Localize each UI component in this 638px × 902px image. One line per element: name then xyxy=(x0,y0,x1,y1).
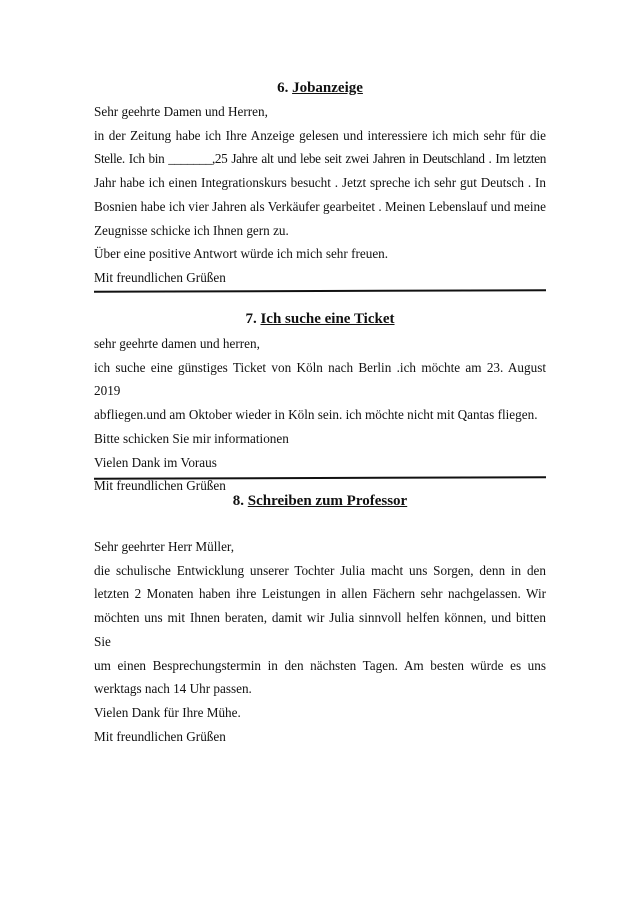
section-6-title: Jobanzeige xyxy=(292,80,363,96)
body-line: um einen Besprechungstermin in den nächsten Tagen. Am besten würde es uns xyxy=(94,657,546,673)
body-line: möchten uns mit Ihnen beraten, damit wir Julia sinnvoll helfen können, und bitten Sie xyxy=(94,610,546,649)
body-line: abfliegen.und am Oktober wieder in Köln sein. ich möchte nicht mit Qantas fliegen. xyxy=(94,407,538,423)
section-7-body xyxy=(94,332,546,498)
body-line: werktags nach 14 Uhr passen. xyxy=(94,681,252,697)
salutation: sehr geehrte damen und herren, xyxy=(94,336,260,351)
section-7-number: 7. xyxy=(245,311,257,327)
body-line: Zeugnisse schicke ich Ihnen gern zu. xyxy=(94,222,289,238)
body-line: Vielen Dank für Ihre Mühe. xyxy=(94,704,241,720)
body-line: Bosnien habe ich vier Jahren als Verkäufer gearbeitet . Meinen Lebenslauf und meine xyxy=(94,198,546,214)
body-line: die schulische Entwicklung unserer Tochter Julia macht uns Sorgen, denn in den xyxy=(94,562,546,578)
body-line: Vielen Dank im Voraus xyxy=(94,454,217,470)
closing: Mit freundlichen Grüßen xyxy=(94,478,226,494)
section-divider xyxy=(94,289,546,293)
body-line: Bitte schicken Sie mir informationen xyxy=(94,430,289,446)
section-7-title: Ich suche eine Ticket xyxy=(260,311,395,327)
closing: Mit freundlichen Grüßen xyxy=(94,269,226,285)
section-6-heading xyxy=(94,78,546,98)
section-6-number: 6. xyxy=(277,80,289,96)
section-8-heading xyxy=(94,491,546,511)
body-line: letzten 2 Monaten haben ihre Leistungen in allen Fächern sehr nachgelassen. Wir xyxy=(94,586,546,602)
body-line: Über eine positive Antwort würde ich mich sehr freuen. xyxy=(94,246,389,262)
body-line: Jahr habe ich einen Integrationskurs besucht . Jetzt spreche ich sehr gut Deutsch . In xyxy=(94,175,546,191)
section-7-heading xyxy=(94,309,546,329)
section-8-body xyxy=(94,535,546,748)
salutation: Sehr geehrte Damen und Herren, xyxy=(94,104,268,119)
salutation: Sehr geehrter Herr Müller, xyxy=(94,539,235,554)
section-8-title: Schreiben zum Professor xyxy=(247,493,408,509)
section-6-body xyxy=(94,100,546,290)
body-line: ich suche eine günstiges Ticket von Köln nach Berlin .ich möchte am 23. August 2019 xyxy=(94,359,546,399)
body-line: Stelle. Ich bin _______,25 Jahre alt und lebe seit zwei Jahren in Deutschland . Im letzten xyxy=(94,151,546,167)
body-line: in der Zeitung habe ich Ihre Anzeige gelesen und interessiere ich mich sehr für die xyxy=(94,127,546,143)
section-8-number: 8. xyxy=(232,493,245,509)
closing: Mit freundlichen Grüßen xyxy=(94,728,226,744)
